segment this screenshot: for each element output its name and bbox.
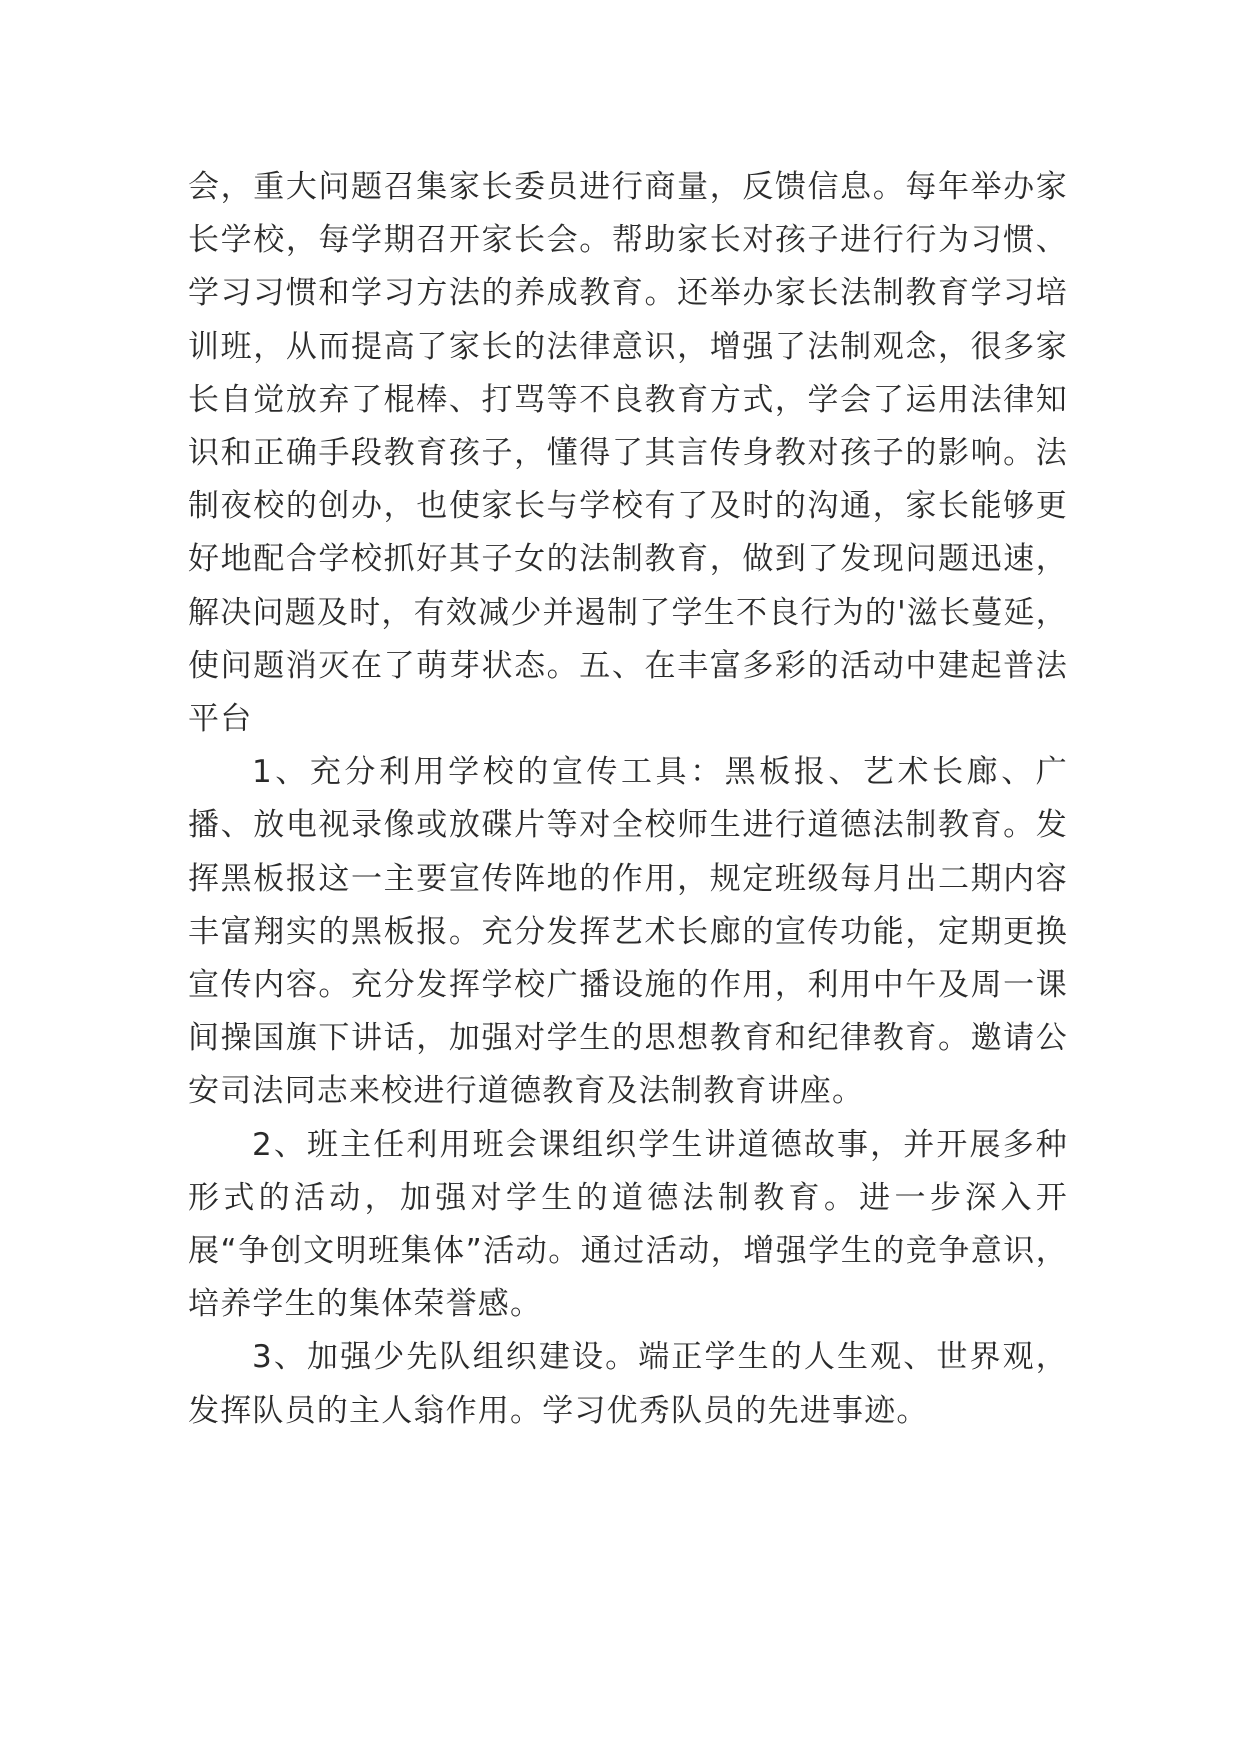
paragraph-item-2: 2、班主任利用班会课组织学生讲道德故事，并开展多种形式的活动，加强对学生的道德法制教育。进一步深入开展“争创文明班集体”活动。通过活动，增强学生的竞争意识，培养学生的集体荣誉感。 bbox=[188, 1126, 1068, 1323]
document-body bbox=[188, 161, 1068, 1438]
paragraph-item-3: 3、加强少先队组织建设。端正学生的人生观、世界观，发挥队员的主人翁作用。学习优秀队员的先进事迹。 bbox=[188, 1339, 1068, 1429]
paragraph-item-1: 1、充分利用学校的宣传工具：黑板报、艺术长廊、广播、放电视录像或放碟片等对全校师生进行道德法制教育。发挥黑板报这一主要宣传阵地的作用，规定班级每月出二期内容丰富翔实的黑板报。充分发挥艺术长廊的宣传功能，定期更换宣传内容。充分发挥学校广播设施的作用，利用中午及周一课间操国旗下讲话，加强对学生的思想教育和纪律教育。邀请公安司法同志来校进行道德教育及法制教育讲座。 bbox=[188, 754, 1068, 1110]
paragraph-continuation: 会，重大问题召集家长委员进行商量，反馈信息。每年举办家长学校，每学期召开家长会。帮助家长对孩子进行行为习惯、学习习惯和学习方法的养成教育。还举办家长法制教育学习培训班，从而提高了家长的法律意识，增强了法制观念，很多家长自觉放弃了棍棒、打骂等不良教育方式，学会了运用法律知识和正确手段教育孩子，懂得了其言传身教对孩子的影响。法制夜校的创办，也使家长与学校有了及时的沟通，家长能够更好地配合学校抓好其子女的法制教育，做到了发现问题迅速，解决问题及时，有效减少并遏制了学生不良行为的'滋长蔓延，使问题消灭在了萌芽状态。五、在丰富多彩的活动中建起普法平台 bbox=[188, 169, 1068, 738]
